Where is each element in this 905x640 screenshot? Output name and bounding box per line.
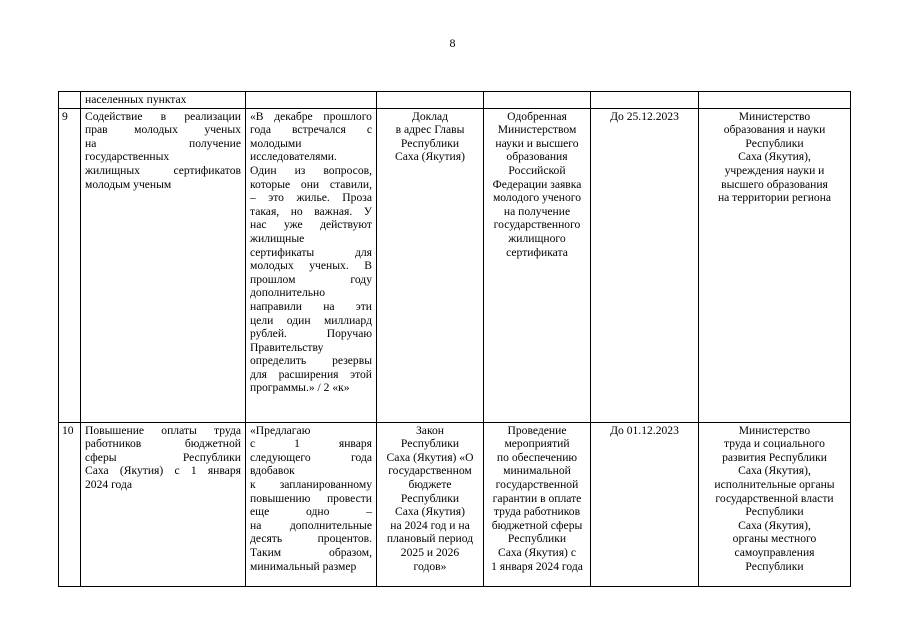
cell-line: Одобренная (507, 109, 567, 123)
cell-num: 10 (59, 422, 81, 586)
cell-line: на получение (503, 204, 571, 218)
cell-line: Федерации заявка (492, 177, 582, 191)
cell-line: образования и науки (723, 123, 826, 137)
page-number: 8 (449, 36, 456, 50)
cell-line: жилищного (508, 231, 566, 245)
cell-line: еще одно – (250, 505, 372, 519)
cell-line: Республики (400, 136, 460, 150)
cell-line: гарантии в оплате (492, 491, 582, 505)
cell-line: Министерством (497, 123, 577, 137)
cell-num (59, 92, 81, 109)
cell-line: Саха (Якутия) (395, 150, 465, 164)
cell-result (484, 108, 591, 422)
cell-line: Повышение оплаты труда (85, 423, 241, 437)
cell-line: науки и высшего (495, 136, 579, 150)
cell-form (377, 108, 484, 422)
cell-line: сертификата (506, 245, 568, 259)
cell-line: мероприятий (504, 437, 570, 451)
cell-line: государственной власти (715, 491, 834, 505)
cell-line: минимальный размер (250, 559, 357, 573)
cell-result (484, 422, 591, 586)
cell-line: труда и социального (724, 437, 825, 451)
cell-line: Республики (745, 136, 804, 150)
cell-line: Таким образом, (250, 545, 372, 559)
cell-line: жилищных сертификатов (85, 163, 241, 177)
cell-line: минимальной (503, 464, 571, 478)
cell-line: нас уже действуют (250, 218, 372, 232)
cell-line: цели один миллиард (250, 313, 372, 327)
cell-line: Республики (745, 505, 804, 519)
cell-line: населенных пунктах (85, 93, 187, 106)
table-row (59, 108, 851, 422)
cell-line: труда работников (493, 505, 581, 519)
cell-line: государственных (85, 150, 170, 164)
cell-line: Содействие в реализации (85, 109, 241, 123)
cell-line: молодого ученого (492, 191, 582, 205)
cell-line: работников бюджетной (85, 437, 241, 451)
cell-deadline: До 25.12.2023 (591, 108, 699, 422)
cell-line: учреждения науки и (724, 163, 825, 177)
cell-line: высшего образования (721, 177, 828, 191)
cell-line: на дополнительные (250, 518, 372, 532)
cell-responsible (699, 92, 851, 109)
cell-line: для расширения этой (250, 367, 372, 381)
cell-line: Саха (Якутия) (395, 505, 465, 519)
cell-action (81, 422, 246, 586)
cell-line: Саха (Якутия) с 1 января (85, 464, 241, 478)
cell-line: такая, но важная. У (250, 204, 372, 218)
cell-line: определить резервы (250, 354, 372, 368)
cell-line: развития Республики (722, 450, 827, 464)
cell-line: вдобавок (250, 464, 295, 478)
cell-line: 2025 и 2026 (400, 545, 460, 559)
cell-line: Саха (Якутия) «О (386, 450, 474, 464)
cell-num: 9 (59, 108, 81, 422)
cell-line: прав молодых ученых (85, 123, 241, 137)
cell-line: образования (506, 150, 568, 164)
cell-line: года встречался с (250, 123, 372, 137)
cell-line: Один из вопросов, (250, 163, 372, 177)
cell-line: дополнительно (250, 286, 326, 300)
cell-line: Республики (745, 559, 804, 573)
cell-line: бюджете (408, 477, 452, 491)
cell-line: направили на эти (250, 299, 372, 313)
cell-line: – это жилье. Проза (250, 191, 372, 205)
cell-line: государственной (495, 477, 579, 491)
cell-quote (246, 92, 377, 109)
cell-line: молодыми (250, 136, 302, 150)
cell-line: в адрес Главы (395, 123, 465, 137)
cell-line: исполнительные органы (714, 477, 835, 491)
cell-line: следующего года (250, 450, 372, 464)
cell-line: по обеспечению (496, 450, 578, 464)
cell-line: Саха (Якутия) с (498, 545, 576, 559)
cell-line: Правительству (250, 340, 324, 354)
cell-line: Саха (Якутия), (738, 464, 811, 478)
cell-line: Республики (507, 532, 567, 546)
cell-responsible (699, 108, 851, 422)
cell-line: Российской (508, 163, 566, 177)
cell-line: десять процентов. (250, 532, 372, 546)
cell-line: на получение (85, 136, 241, 150)
cell-line: Республики (400, 491, 460, 505)
cell-line: государственного (493, 218, 581, 232)
cell-line: сертификаты для (250, 245, 372, 259)
cell-deadline: До 01.12.2023 (591, 422, 699, 586)
table-row (59, 422, 851, 586)
cell-line: бюджетной сферы (491, 518, 583, 532)
cell-line: 1 января 2024 года (491, 559, 583, 573)
cell-line: государственном (388, 464, 472, 478)
cell-line: Министерство (738, 109, 811, 123)
cell-line: Республики (400, 437, 460, 451)
cell-line: «Предлагаю (250, 423, 311, 437)
cell-line: 2024 года (85, 477, 133, 491)
cell-line: которые они ставили, (250, 177, 372, 191)
cell-line: Доклад (411, 109, 449, 123)
cell-line: к запланированному (250, 477, 372, 491)
cell-line: Проведение (507, 423, 567, 437)
cell-result (484, 92, 591, 109)
cell-line: прошлом году (250, 272, 372, 286)
cell-line: молодым ученым (85, 177, 172, 191)
cell-line: органы местного (732, 532, 817, 546)
cell-line: «В декабре прошлого (250, 109, 372, 123)
cell-responsible (699, 422, 851, 586)
table-row-continuation (59, 92, 851, 109)
cell-line: рублей. Поручаю (250, 327, 372, 341)
cell-line: повышению провести (250, 491, 372, 505)
cell-line: сферы Республики (85, 450, 241, 464)
cell-line: плановый период (386, 532, 474, 546)
cell-line: на территории региона (717, 191, 832, 205)
cell-line: на 2024 год и на (390, 518, 470, 532)
cell-line: с 1 января (250, 437, 372, 451)
cell-line: Закон (416, 423, 444, 437)
cell-line: жилищные (250, 231, 305, 245)
cell-action (81, 108, 246, 422)
cell-line: исследователями. (250, 150, 337, 164)
cell-line: Саха (Якутия), (738, 150, 811, 164)
cell-action (81, 92, 246, 109)
cell-line: программы.» / 2 «к» (250, 381, 350, 395)
cell-form (377, 422, 484, 586)
cell-line: самоуправления (734, 545, 815, 559)
cell-quote (246, 108, 377, 422)
plan-table (58, 91, 851, 587)
cell-form (377, 92, 484, 109)
cell-deadline (591, 92, 699, 109)
cell-quote (246, 422, 377, 586)
cell-line: годов» (413, 559, 447, 573)
cell-line: Саха (Якутия), (738, 518, 811, 532)
cell-line: молодых ученых. В (250, 259, 372, 273)
cell-line: Министерство (738, 423, 811, 437)
